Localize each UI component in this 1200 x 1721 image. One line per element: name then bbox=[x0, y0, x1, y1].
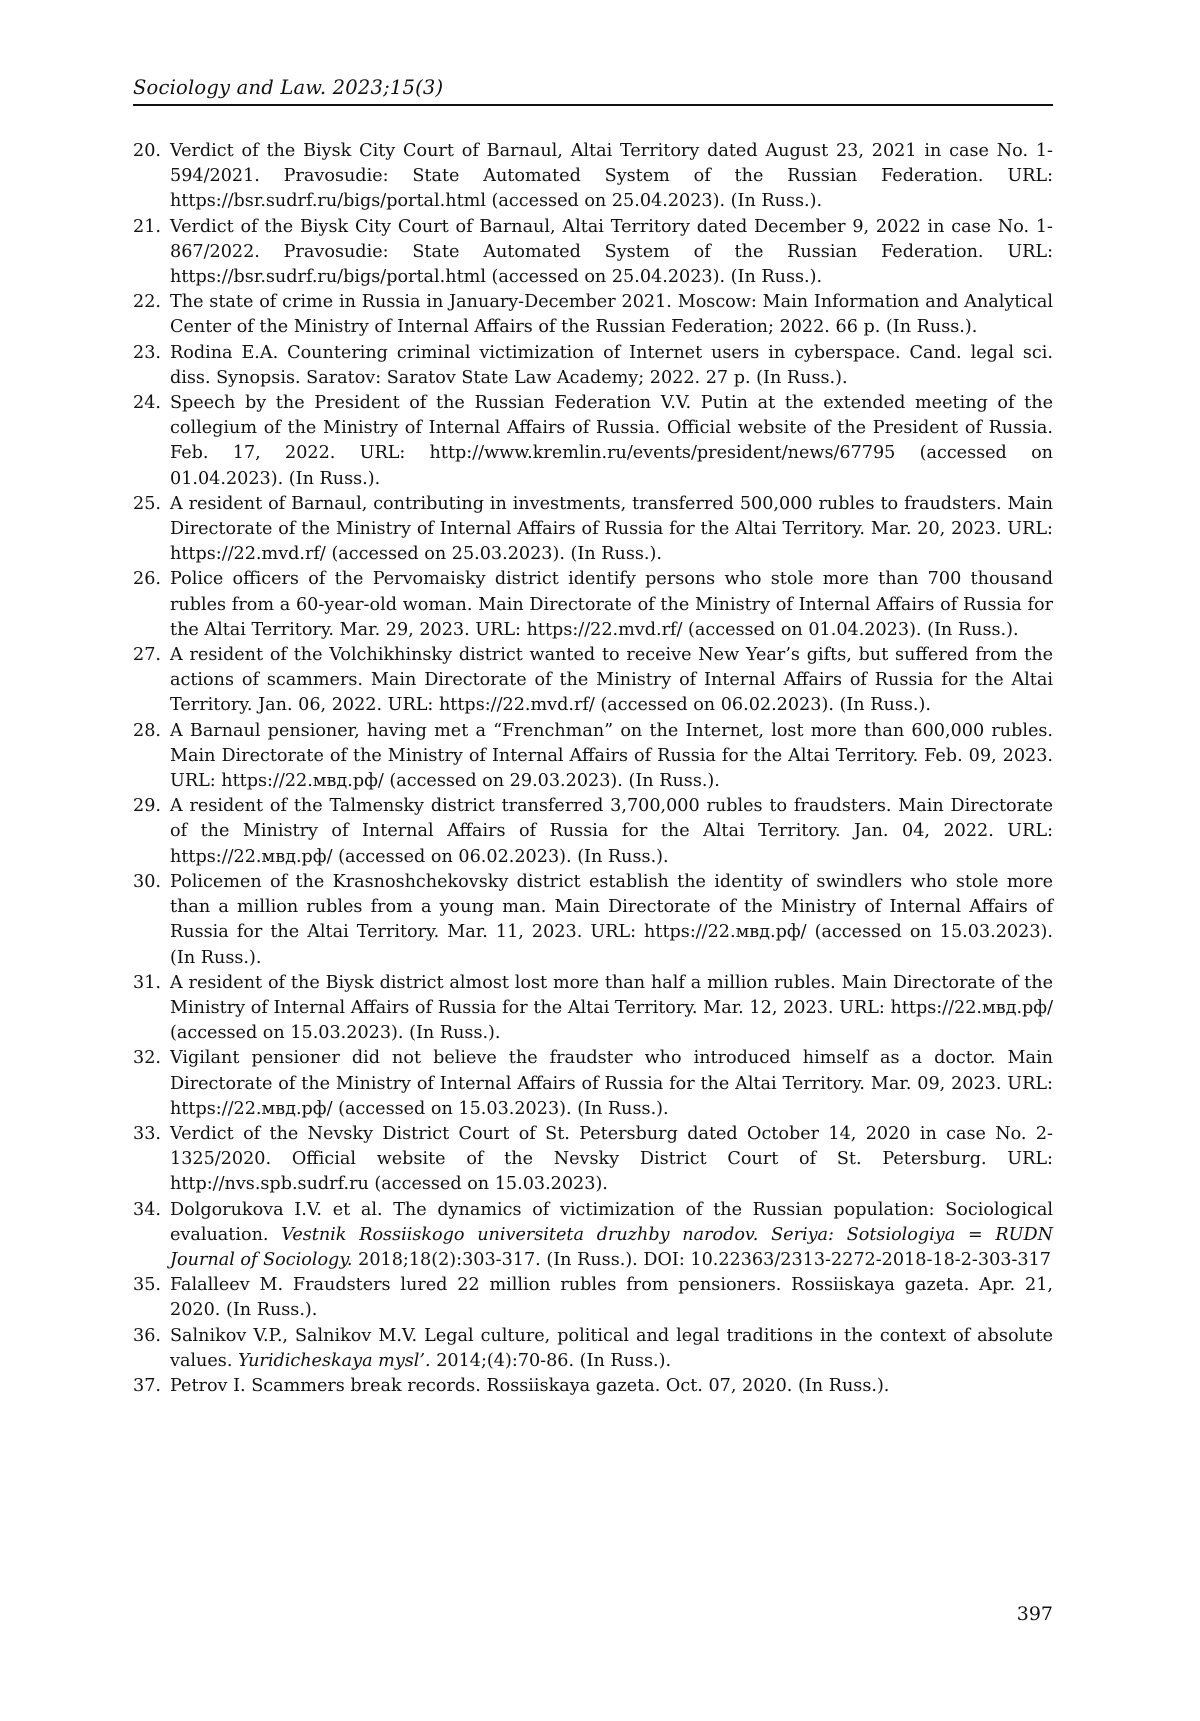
reference-number: 36. bbox=[133, 1325, 161, 1346]
reference-text-part: Salnikov V.P., Salnikov M.V. Legal culture, political and legal traditions in the context of absolute values. bbox=[170, 1325, 1053, 1371]
journal-title: Vestnik Rossiiskogo universiteta druzhby narodov. Seriya: Sotsiologiya = RUDN Journal of Sociology. bbox=[170, 1224, 1054, 1270]
reference-number: 33. bbox=[133, 1123, 161, 1144]
reference-text: Speech by the President of the Russian Federation V.V. Putin at the extended meeting of the collegium of the Ministry of Internal Affairs of Russia. Official website of the President of Russia. Feb. 17, 2022. URL: http://www.kremlin.ru/events/president/news/67795 (accessed on 01.04.2023). (In Russ.). bbox=[170, 393, 1053, 489]
reference-number: 28. bbox=[133, 720, 161, 741]
reference-text: Rodina E.A. Countering criminal victimization of Internet users in cyberspace. Cand. legal sci. diss. Synopsis. Saratov: Saratov State Law Academy; 2022. 27 p. (In Russ.). bbox=[170, 342, 1053, 388]
reference-number: 22. bbox=[133, 292, 161, 313]
reference-text bbox=[170, 1198, 1053, 1274]
reference-item bbox=[133, 1374, 1053, 1399]
reference-number: 23. bbox=[133, 342, 161, 363]
reference-item bbox=[133, 290, 1053, 340]
reference-item bbox=[133, 215, 1053, 291]
reference-number: 24. bbox=[133, 393, 161, 414]
reference-item bbox=[133, 1273, 1053, 1323]
header-rule bbox=[133, 104, 1053, 106]
reference-item bbox=[133, 870, 1053, 971]
reference-item bbox=[133, 492, 1053, 568]
reference-number: 25. bbox=[133, 493, 161, 514]
reference-number: 32. bbox=[133, 1048, 161, 1069]
reference-text: Petrov I. Scammers break records. Rossiiskaya gazeta. Oct. 07, 2020. (In Russ.). bbox=[170, 1375, 890, 1396]
reference-text: A resident of the Volchikhinsky district wanted to receive New Year’s gifts, but suffered from the actions of scammers. Main Directorate of the Ministry of Internal Affairs of Russia for the Altai Territory. Jan. 06, 2022. URL: https://22.mvd.rf/ (accessed on 06.02.2023). (In Russ.). bbox=[170, 645, 1053, 716]
reference-number: 26. bbox=[133, 569, 161, 590]
reference-text: Vigilant pensioner did not believe the fraudster who introduced himself as a doctor. Main Directorate of the Ministry of Internal Affairs of Russia for the Altai Territory. Mar. 09, 2023. URL: https://22.мвд.рф/ (accessed on 15.03.2023). (In Russ.). bbox=[170, 1048, 1053, 1119]
reference-item bbox=[133, 391, 1053, 492]
reference-text: Verdict of the Biysk City Court of Barnaul, Altai Territory dated August 23, 2021 in case No. 1-594/2021. Pravosudie: State Automated System of the Russian Federation. URL: https://bsr.sudrf.ru/bigs/portal.html (accessed on 25.04.2023). (In Russ.). bbox=[170, 141, 1053, 212]
reference-item bbox=[133, 1046, 1053, 1122]
reference-text: A resident of the Biysk district almost lost more than half a million rubles. Main Directorate of the Ministry of Internal Affairs of Russia for the Altai Territory. Mar. 12, 2023. URL: https://22.мвд.рф/ (accessed on 15.03.2023). (In Russ.). bbox=[170, 972, 1053, 1044]
reference-number: 20. bbox=[133, 141, 161, 161]
reference-item bbox=[133, 1198, 1053, 1274]
reference-text-part: Dolgorukova I.V. et al. The dynamics of victimization of the Russian population: Sociological evaluation. bbox=[170, 1199, 1053, 1245]
reference-text: Falalleev M. Fraudsters lured 22 million rubles from pensioners. Rossiiskaya gazeta. Apr. 21, 2020. (In Russ.). bbox=[170, 1275, 1053, 1321]
running-head: Sociology and Law. 2023;15(3) bbox=[133, 76, 444, 99]
reference-text: Verdict of the Nevsky District Court of St. Petersburg dated October 14, 2020 in case No. 2-1325/2020. Official website of the Nevsky District Court of St. Petersburg. URL: http://nvs.spb.sudrf.ru (accessed on 15.03.2023). bbox=[170, 1123, 1053, 1195]
reference-number: 34. bbox=[133, 1199, 161, 1220]
reference-number: 27. bbox=[133, 645, 161, 666]
reference-list bbox=[133, 139, 1053, 1399]
reference-item bbox=[133, 971, 1053, 1047]
reference-text: A Barnaul pensioner, having met a “Frenchman” on the Internet, lost more than 600,000 rubles. Main Directorate of the Ministry of Internal Affairs of Russia for the Altai Territory. Feb. 09, 2023. URL: https://22.мвд.рф/ (accessed on 29.03.2023). (In Russ.). bbox=[170, 720, 1053, 792]
reference-text: A resident of Barnaul, contributing in investments, transferred 500,000 rubles to fraudsters. Main Directorate of the Ministry of Internal Affairs of Russia for the Altai Territory. Mar. 20, 2023. URL: https://22.mvd.rf/ (accessed on 25.03.2023). (In Russ.). bbox=[170, 493, 1053, 565]
reference-item bbox=[133, 341, 1053, 391]
reference-number: 29. bbox=[133, 796, 161, 817]
reference-item bbox=[133, 1122, 1053, 1198]
reference-text: A resident of the Talmensky district transferred 3,700,000 rubles to fraudsters. Main Directorate of the Ministry of Internal Affairs of Russia for the Altai Territory. Jan. 04, 2022. URL: https://22.мвд.рф/ (accessed on 06.02.2023). (In Russ.). bbox=[170, 796, 1053, 867]
reference-number: 37. bbox=[133, 1375, 161, 1396]
reference-number: 31. bbox=[133, 972, 161, 993]
reference-text: The state of crime in Russia in January-December 2021. Moscow: Main Information and Analytical Center of the Ministry of Internal Affairs of the Russian Federation; 2022. 66 p. (In Russ.). bbox=[170, 292, 1053, 338]
reference-item bbox=[133, 1324, 1053, 1374]
journal-title: Yuridicheskaya mysl’. bbox=[238, 1350, 431, 1371]
reference-text-part: 2014;(4):70-86. (In Russ.). bbox=[430, 1350, 672, 1371]
reference-text bbox=[170, 1324, 1053, 1374]
reference-text: Verdict of the Biysk City Court of Barnaul, Altai Territory dated December 9, 2022 in case No. 1-867/2022. Pravosudie: State Automated System of the Russian Federation. URL: https://bsr.sudrf.ru/bigs/portal.html (accessed on 25.04.2023). (In Russ.). bbox=[170, 216, 1053, 288]
reference-item bbox=[133, 139, 1053, 215]
reference-item bbox=[133, 794, 1053, 870]
reference-number: 35. bbox=[133, 1275, 161, 1296]
reference-item bbox=[133, 643, 1053, 719]
reference-text: Policemen of the Krasnoshchekovsky district establish the identity of swindlers who stole more than a million rubles from a young man. Main Directorate of the Ministry of Internal Affairs of Russia for the Altai Territory. Mar. 11, 2023. URL: https://22.мвд.рф/ (accessed on 15.03.2023). (In Russ.). bbox=[170, 871, 1053, 968]
reference-item bbox=[133, 719, 1053, 795]
reference-text-part: 2018;18(2):303-317. (In Russ.). DOI: 10.22363/2313-2272-2018-18-2-303-317 bbox=[352, 1249, 1051, 1270]
reference-number: 30. bbox=[133, 871, 161, 892]
reference-number: 21. bbox=[133, 216, 161, 237]
reference-item bbox=[133, 567, 1053, 643]
reference-text: Police officers of the Pervomaisky district identify persons who stole more than 700 thousand rubles from a 60-year-old woman. Main Directorate of the Ministry of Internal Affairs of Russia for the Altai Territory. Mar. 29, 2023. URL: https://22.mvd.rf/ (accessed on 01.04.2023). (In Russ.). bbox=[170, 569, 1053, 640]
page-number: 397 bbox=[1016, 1603, 1053, 1625]
